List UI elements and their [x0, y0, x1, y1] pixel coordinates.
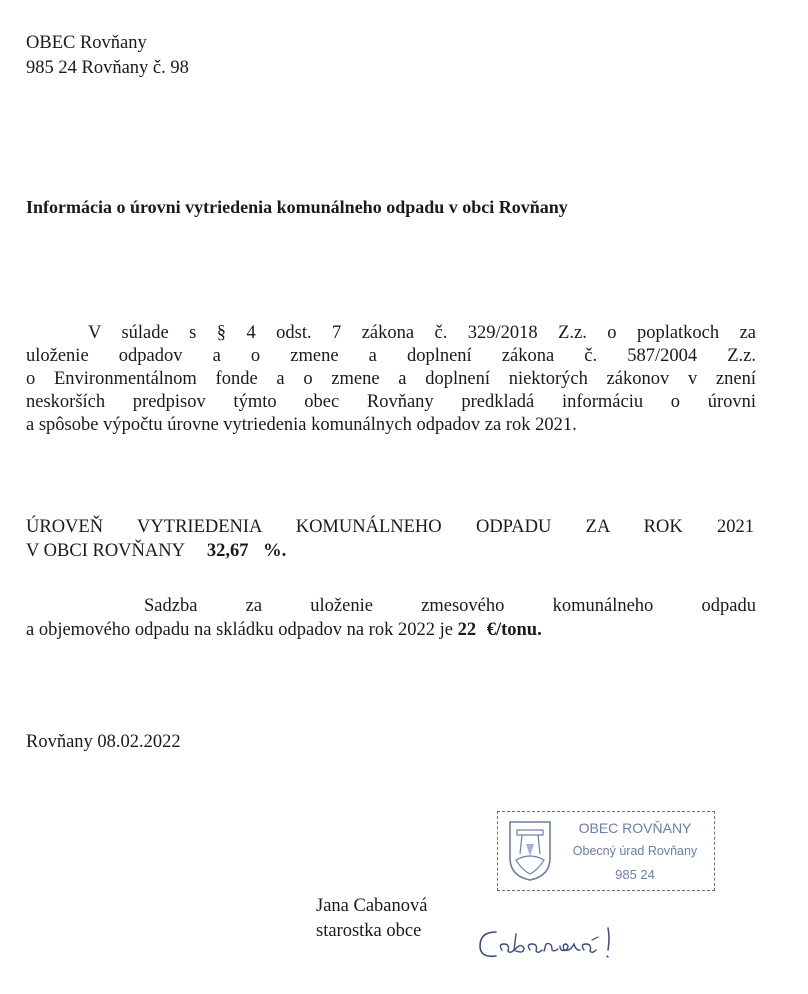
- sorting-level-prefix: V OBCI ROVŇANY: [26, 541, 185, 561]
- paragraph-line-4: neskorších predpisov týmto obec Rovňany predkladá informáciu o úrovni: [26, 392, 756, 412]
- document-title: Informácia o úrovni vytriedenia komunálneho odpadu v obci Rovňany: [26, 197, 568, 217]
- sorting-level-unit: %.: [263, 541, 287, 561]
- stamp-postcode: 985 24: [615, 867, 655, 882]
- landfill-rate-line-1: [26, 595, 756, 618]
- rate-value: 22: [457, 620, 477, 640]
- paragraph-line-5: a spôsobe výpočtu úrovne vytriedenia komunálnych odpadov za rok 2021.: [26, 415, 577, 435]
- rate-unit: €/tonu.: [486, 620, 542, 640]
- official-stamp: [497, 811, 715, 891]
- rate-line-1: Sadzba za uloženie zmesového komunálneho odpadu: [144, 596, 756, 616]
- handwritten-signature: [474, 920, 644, 970]
- intro-paragraph: [26, 322, 756, 437]
- signatory-role: starostka obce: [316, 921, 422, 941]
- municipality-address: 985 24 Rovňany č. 98: [26, 58, 189, 78]
- sorting-level-heading: [26, 516, 754, 539]
- stamp-title: OBEC ROVŇANY: [578, 820, 692, 836]
- rate-prefix: a objemového odpadu na skládku odpadov na rok 2022 je: [26, 620, 453, 640]
- signatory-name: Jana Cabanová: [316, 896, 428, 916]
- coat-of-arms-icon: [508, 820, 552, 882]
- sorting-level-line-2: [26, 540, 286, 563]
- sorting-level-value: 32,67: [206, 541, 249, 561]
- landfill-rate-line-2: [26, 619, 542, 642]
- stamp-office: Obecný úrad Rovňany: [572, 844, 698, 858]
- document-date: Rovňany 08.02.2022: [26, 732, 181, 752]
- paragraph-line-1: V súlade s § 4 odst. 7 zákona č. 329/2018 Z.z. o poplatkoch za: [88, 323, 756, 343]
- sorting-level-line-1: ÚROVEŇ VYTRIEDENIA KOMUNÁLNEHO ODPADU ZA ROK 2021: [26, 517, 754, 537]
- municipality-name: OBEC Rovňany: [26, 33, 147, 53]
- paragraph-line-2: uloženie odpadov a o zmene a doplnení zákona č. 587/2004 Z.z.: [26, 346, 756, 366]
- paragraph-line-3: o Environmentálnom fonde a o zmene a doplnení niektorých zákonov v znení: [26, 369, 756, 389]
